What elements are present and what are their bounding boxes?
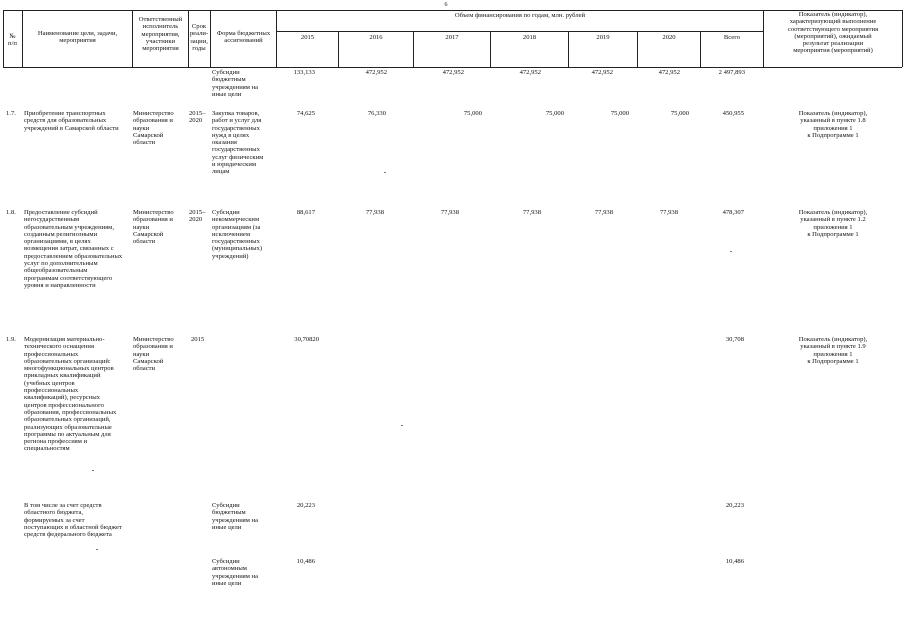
row2-2018: 77,938: [522, 209, 541, 216]
row2-num: 1.8.: [6, 209, 16, 216]
header-indicator: Показатель (индикатор), характеризующий выполнение соответствующего мероприятия (мероприятий), ожидаемый результат реализации мероприятия (мероприятий): [787, 11, 879, 55]
header-year-2015: 2015: [300, 34, 315, 41]
funding-subheader-line: [276, 31, 763, 32]
header-name: Наименование цели, задачи, мероприятия: [37, 30, 118, 45]
row4-name: В том числе за счет средств областного бюджета, формируемых за счет поступающих в областной бюджет средств федерального бюджета: [24, 502, 122, 539]
header-form: Форма бюджетных ассигнований: [216, 30, 271, 45]
scan-speck: [92, 470, 94, 471]
row0-2020: 472,952: [658, 69, 680, 76]
row5-2015: 10,486: [296, 558, 315, 565]
row3-total: 30,708: [725, 336, 744, 343]
row1-num: 1.7.: [6, 110, 16, 117]
row0-2015: 133,133: [293, 69, 315, 76]
row1-indicator: Показатель (индикатор), указанный в пункте 1.8 приложения 1 к Подпрограмме 1: [798, 110, 868, 139]
row2-2017: 77,938: [440, 209, 459, 216]
row3-indicator: Показатель (индикатор), указанный в пункте 1.9 приложения 1 к Подпрограмме 1: [798, 336, 868, 365]
row0-2018: 472,952: [519, 69, 541, 76]
row1-2020: 75,000: [670, 110, 689, 117]
row4-2015: 20,223: [296, 502, 315, 509]
row1-term: 2015– 2020: [189, 110, 206, 125]
row2-2016: 77,938: [365, 209, 384, 216]
row4-total: 20,223: [725, 502, 744, 509]
row1-form: Закупка товаров, работ и услуг для государственных нужд в целях оказания государственных услуг физическим и юридическим лицам: [212, 110, 264, 176]
row1-2018: 75,000: [545, 110, 564, 117]
scan-speck: [384, 172, 386, 173]
row3-num: 1.9.: [6, 336, 16, 343]
row2-indicator: Показатель (индикатор), указанный в пункте 1.2 приложения 1 к Подпрограмме 1: [798, 209, 868, 238]
row1-total: 450,955: [722, 110, 744, 117]
row0-form: Субсидии бюджетным учреждениям на иные цели: [212, 69, 259, 98]
header-year-2016: 2016: [369, 34, 383, 41]
row0-2016: 472,952: [365, 69, 387, 76]
scan-speck: [96, 549, 98, 550]
header-bottom-border: [3, 67, 902, 68]
header-year-2020: 2020: [662, 34, 676, 41]
row3-executor: Министерство образования и науки Самарской области: [133, 336, 174, 373]
row2-total: 478,307: [722, 209, 744, 216]
row0-2017: 472,952: [442, 69, 464, 76]
header-total: Всего: [723, 34, 741, 41]
header-executor: Ответственный исполнитель мероприятия, участники мероприятия: [138, 16, 183, 53]
row2-2019: 77,938: [594, 209, 613, 216]
row3-term: 2015: [191, 336, 205, 343]
row1-2019: 75,000: [610, 110, 629, 117]
header-year-2018: 2018: [522, 34, 537, 41]
header-num: № п/п: [8, 33, 17, 48]
row1-name: Приобретение транспортных средств для образовательных учреждений в Самарской области: [24, 110, 119, 132]
row1-2016: 76,330: [367, 110, 386, 117]
row2-name: Предоставление субсидий негосударственным образовательным учреждениям, созданным религиозными организациями, в целях возмещения затрат, связанных с предоставлением образовательных услуг по дополнительным общеобразовательным программам соответствующего уровня и направленности: [24, 209, 123, 289]
header-year-2017: 2017: [445, 34, 459, 41]
page-number: 6: [444, 2, 448, 8]
header-year-2019: 2019: [596, 34, 610, 41]
row5-form: Субсидии автономным учреждениям на иные цели: [212, 558, 259, 587]
row2-executor: Министерство образования и науки Самарской области: [133, 209, 174, 246]
row2-2015: 88,617: [296, 209, 315, 216]
row2-form: Субсидии некоммерческим организациям (за исключением государственных (муниципальных) учреждений): [212, 209, 263, 260]
row0-2019: 472,952: [591, 69, 613, 76]
table-right-border: [902, 10, 903, 67]
row5-total: 10,486: [725, 558, 744, 565]
row2-2020: 77,938: [659, 209, 678, 216]
row1-2017: 75,000: [463, 110, 482, 117]
row2-term: 2015– 2020: [189, 209, 206, 224]
scan-speck: [730, 251, 732, 252]
scan-speck: [401, 425, 403, 426]
row4-form: Субсидии бюджетным учреждениям на иные цели: [212, 502, 259, 531]
header-funding-title: Объем финансирования по годам, млн. рублей: [454, 12, 586, 19]
row1-2015: 74,625: [296, 110, 315, 117]
row3-name: Модернизация материально- технического оснащения профессиональных образовательных организаций: многофункциональных центров прикладных квалификаций (учебных центров профессиональных квалификаций), ресурсных центров профессионального образования, профессиональных образовательных организаций, реализующих образовательные программы по актуальным для региона профессиям и специальностям: [24, 336, 117, 453]
row3-2015: 30,70820: [294, 336, 319, 343]
row0-total: 2 497,893: [718, 69, 745, 76]
row1-executor: Министерство образования и науки Самарской области: [133, 110, 174, 147]
header-term: Срок реали- зации, годы: [189, 23, 209, 52]
